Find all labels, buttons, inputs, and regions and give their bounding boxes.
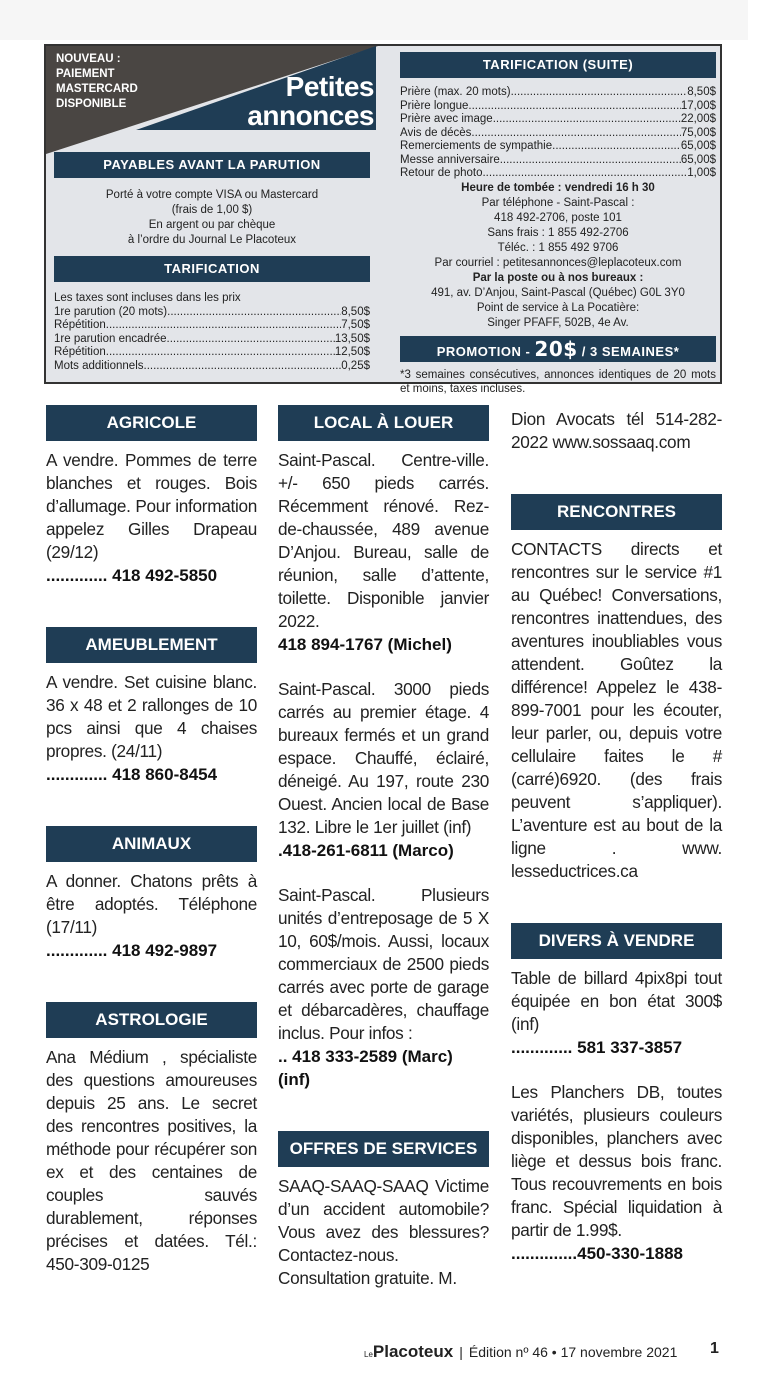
page-number: 1 [710,1340,719,1357]
tarif-header: TARIFICATION [54,256,370,282]
ad-phone: 418 894-1767 (Michel) [278,635,452,654]
section-header: DIVERS À VENDRE [511,923,722,959]
price-label: Avis de décès [400,126,472,139]
ad-text: A donner. Chatons prêts à être adoptés. Téléphone (17/11) [46,871,257,937]
section-gap [46,587,257,627]
right-info [400,52,716,396]
payables-line: (frais de 1,00 $) [171,204,253,216]
info-box [44,44,722,395]
info-line: Point de service à La Pocatière: [476,301,640,314]
dot-leader [106,319,341,333]
price-label: Mots additionnels [54,359,144,372]
edition-info: Édition nº 46 • 17 novembre 2021 [468,1344,678,1360]
payables-line: En argent ou par chèque [148,219,276,231]
promo-note: *3 semaines consécutives, annonces identiques de 20 mots et moins, taxes incluses. [400,368,716,395]
price-row [400,154,716,168]
section-gap [511,883,722,923]
ad-text: Saint-Pascal. 3000 pieds carrés au premier étage. 4 bureaux fermés et un grand espace. Chauffé, éclairé, déneigé. Au 197, route 230 Ouest. Ancien local de Base 132. Libre le 1er juillet (inf) [278,679,489,837]
section-header: ANIMAUX [46,826,257,862]
dot-leader [482,167,687,181]
dot-leader [493,113,681,127]
price-row [400,140,716,154]
price-label: Prière (max. 20 mots) [400,86,511,98]
section-header: ASTROLOGIE [46,1002,257,1038]
price-label: 1re parution (20 mots) [54,305,168,318]
dot-leader [471,127,680,141]
left-info [54,152,370,373]
price-row [54,346,370,360]
section-gap [278,1091,489,1131]
mail-info [400,286,716,331]
ad-text: Ana Médium , spécialiste des questions amoureuses depuis 25 ans. Le secret des rencontres positives, la méthode pour récupérer son ex et des centaines de couples sauvés durablement, réponses précises et datées. Tél.: 450-309-0125 [46,1047,257,1274]
price-label: Remerciements de sympathie [400,140,553,152]
dot-leader [468,100,680,114]
price-label: Messe anniversaire [400,153,500,166]
placoteux-logo: LePlacoteux [364,1342,454,1361]
price-value: 1,00$ [687,167,716,179]
price-row [54,306,370,320]
ad-gap [511,1059,722,1081]
section-gap [46,962,257,1002]
suite-list [400,86,716,181]
price-value: 17,00$ [680,99,716,112]
price-value: 7,50$ [341,319,370,331]
dot-leader [144,360,342,374]
price-label: Prière longue [400,99,469,112]
dot-leader [500,154,681,168]
mail-title: Par la poste ou à nos bureaux : [472,271,644,284]
contact-info [400,196,716,271]
price-row [400,113,716,127]
payables-line: Porté à votre compte VISA ou Mastercard [105,189,319,201]
section-gap [46,786,257,826]
price-label: Répétition [54,319,106,331]
price-row [54,319,370,333]
price-value: 12,50$ [334,346,370,358]
ad-text: CONTACTS directs et rencontres sur le service #1 au Québec! Conversations, rencontres inattendues, des aventures inoubliables vous attendent. Goûtez la différence! Appelez le 438-899-7001 pour les écouter, leur parler, ou, depuis votre cellulaire faites le #(carré)6920. (des frais peuvent s’appliquer). L’aventure est au bout de la ligne . www. lesseductrices.ca [511,539,722,881]
dot-leader [552,140,681,154]
dot-leader [106,346,335,360]
section-header: LOCAL À LOUER [278,405,489,441]
top-strip [0,0,748,40]
ad-text: A vendre. Pommes de terre blanches et rouges. Bois d’allumage. Pour information appelez Gilles Drapeau (29/12) [46,450,257,562]
info-line: Par courriel : petitesannonces@leplacoteux.com [434,256,682,269]
info-line: 491, av. D’Anjou, Saint-Pascal (Québec) G0L 3Y0 [431,286,685,299]
ad-text: SAAQ-SAAQ-SAAQ Victime d’un accident automobile? Vous avez des blessures? Contactez-nous. Consultation gratuite. M. [278,1176,489,1288]
price-value: 0,25$ [341,359,370,372]
mastercard-notice: NOUVEAU : PAIEMENT MASTERCARD DISPONIBLE [56,53,138,110]
section-header: RENCONTRES [511,494,722,530]
info-line: Téléc. : 1 855 492 9706 [497,241,619,254]
ad-text: Saint-Pascal. Centre-ville. +/- 650 pieds carrés. Récemment rénové. Rez-de-chaussée, 489 avenue D’Anjou. Bureau, salle de réunion, salle d’attente, toilette. Disponible janvier 2022. [278,450,489,631]
price-value: 8,50$ [341,305,370,318]
info-line: Par téléphone - Saint-Pascal : [481,196,635,209]
price-value: 75,00$ [680,126,716,139]
page-title: Petites annonces [247,71,374,131]
ad-text: Table de billard 4pix8pi tout équipée en bon état 300$ (inf) [511,968,722,1034]
ad-gap [278,656,489,678]
ad-phone: ..............450-330-1888 [511,1244,683,1263]
ad-gap [278,862,489,884]
ad-phone: ............. 418 492-9897 [46,941,218,960]
price-row [400,100,716,114]
price-value: 22,00$ [680,113,716,125]
section-gap [511,454,722,494]
column-3 [511,408,722,1265]
price-label: Retour de photo [400,167,483,179]
dot-leader [167,306,341,320]
column-1 [46,405,257,1276]
price-value: 8,50$ [687,86,716,98]
price-row [54,333,370,347]
payables-text [54,188,370,248]
info-line: Sans frais : 1 855 492-2706 [487,226,629,239]
ad-text: Dion Avocats tél 514-282-2022 www.sossaaq.com [511,409,722,452]
column-2 [278,405,489,1290]
price-label: Répétition [54,346,106,358]
section-header: OFFRES DE SERVICES [278,1131,489,1167]
payables-line: à l’ordre du Journal Le Placoteux [127,234,297,246]
price-label: 1re parution encadrée [54,332,167,345]
ad-phone: ............. 418 492-5850 [46,566,218,585]
tarif-list [54,306,370,374]
ad-text: Les Planchers DB, toutes variétés, plusieurs couleurs disponibles, planchers avec liège et dessus bois franc. Tous recouvrements en bois franc. Spécial liquidation à partir de 1.99$. [511,1082,722,1240]
ad-phone: ............. 581 337-3857 [511,1038,683,1057]
section-header: AMEUBLEMENT [46,627,257,663]
price-row [400,127,716,141]
price-value: 65,00$ [680,153,716,166]
promotion-banner: PROMOTION - 20$ / 3 SEMAINES* [400,336,716,362]
tarif-note: Les taxes sont incluses dans les prix [54,292,241,304]
price-row [400,86,716,100]
ad-phone: .. 418 333-2589 (Marc) (inf) [278,1047,453,1089]
info-line: Singer PFAFF, 502B, 4e Av. [487,316,629,329]
info-line: 418 492-2706, poste 101 [494,211,622,224]
deadline: Heure de tombée : vendredi 16 h 30 [461,181,655,194]
section-header: AGRICOLE [46,405,257,441]
price-label: Prière avec image [400,113,493,125]
price-value: 13,50$ [334,332,370,345]
footer-divider: | [459,1344,463,1360]
price-value: 65,00$ [680,140,716,152]
footer [364,1342,677,1362]
dot-leader [167,333,335,347]
price-row [400,167,716,181]
price-row [54,360,370,374]
ad-phone: .418-261-6811 (Marco) [278,841,454,860]
ad-text: A vendre. Set cuisine blanc. 36 x 48 et 2 rallonges de 10 pcs ainsi que 4 chaises propres. (24/11) [46,672,257,761]
ad-text: Saint-Pascal. Plusieurs unités d’entreposage de 5 X 10, 60$/mois. Aussi, locaux commerciaux de 2500 pieds carrés avec porte de garage et débarcadères, chauffage inclus. Pour infos : [278,885,489,1043]
payables-header: PAYABLES AVANT LA PARUTION [54,152,370,178]
dot-leader [511,86,688,100]
suite-header: TARIFICATION (SUITE) [400,52,716,78]
ad-phone: ............. 418 860-8454 [46,765,218,784]
